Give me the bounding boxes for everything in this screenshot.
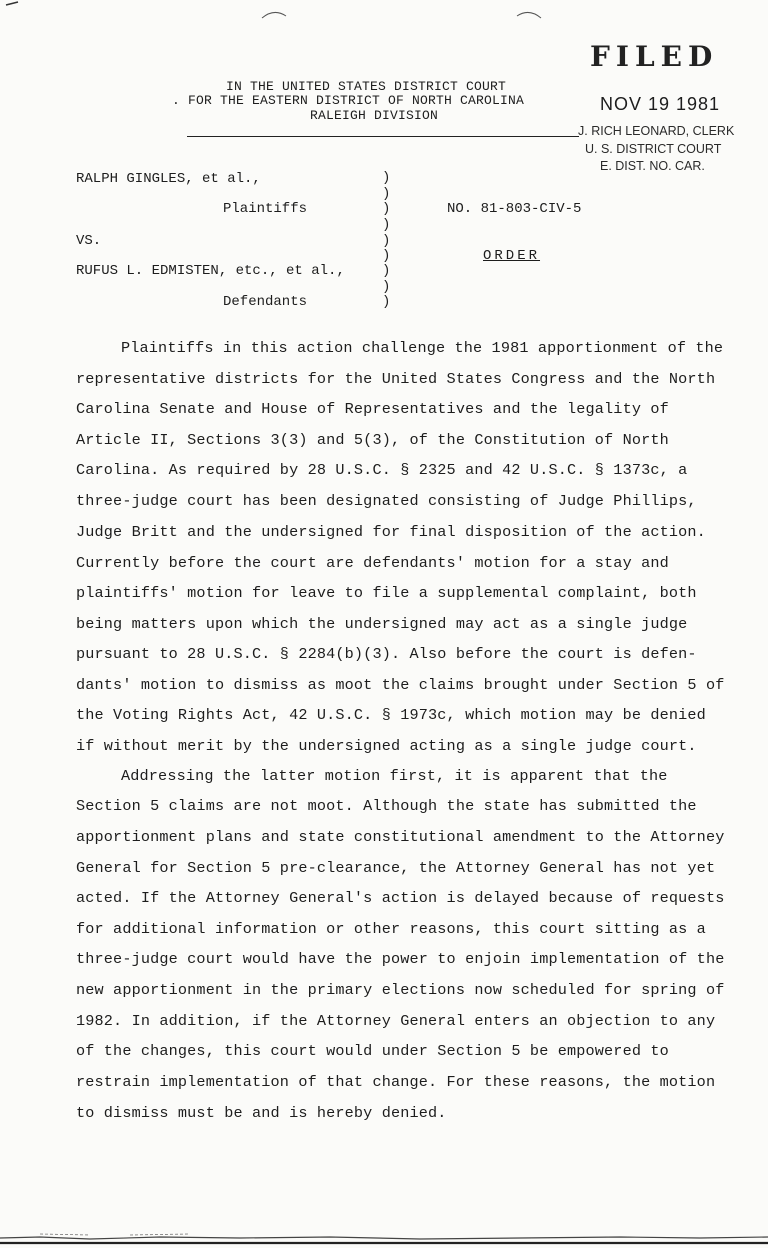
filed-date: NOV 19 1981 bbox=[600, 94, 721, 114]
body-line: Carolina. As required by 28 U.S.C. § 2325 and 42 U.S.C. § 1373c, a bbox=[76, 461, 688, 479]
court-heading-line2: . FOR THE EASTERN DISTRICT OF NORTH CAROLINA bbox=[172, 93, 525, 108]
caption-bracket: ) bbox=[382, 294, 391, 310]
caption-bracket: ) bbox=[382, 248, 391, 264]
body-line: Plaintiffs in this action challenge the 1981 apportionment of the bbox=[121, 339, 724, 357]
corner-mark bbox=[4, 0, 24, 8]
body-line: to dismiss must be and is hereby denied. bbox=[76, 1104, 447, 1122]
caption-bracket: ) bbox=[382, 233, 391, 249]
body-line: Addressing the latter motion first, it is apparent that the bbox=[121, 767, 668, 785]
body-line: three-judge court would have the power to enjoin implementation of the bbox=[76, 950, 725, 968]
body-line: Section 5 claims are not moot. Although the state has submitted the bbox=[76, 797, 697, 815]
stamp-district: E. DIST. NO. CAR. bbox=[600, 159, 705, 173]
stamp-court: U. S. DISTRICT COURT bbox=[585, 142, 722, 156]
body-line: Carolina Senate and House of Representatives and the legality of bbox=[76, 400, 669, 418]
scan-edge-artifact bbox=[0, 1228, 768, 1248]
body-line: General for Section 5 pre-clearance, the Attorney General has not yet bbox=[76, 859, 716, 877]
body-line: of the changes, this court would under Section 5 be empowered to bbox=[76, 1042, 669, 1060]
body-line: dants' motion to dismiss as moot the claims brought under Section 5 of bbox=[76, 676, 725, 694]
plaintiff-name: RALPH GINGLES, et al., bbox=[76, 171, 261, 187]
caption-bracket: ) bbox=[382, 217, 391, 233]
punch-hole-mark-right bbox=[515, 6, 545, 20]
defendant-name: RUFUS L. EDMISTEN, etc., et al., bbox=[76, 263, 345, 279]
filed-stamp: FILED bbox=[590, 40, 719, 73]
caption-bracket: ) bbox=[382, 263, 391, 279]
body-line: if without merit by the undersigned acting as a single judge court. bbox=[76, 737, 697, 755]
caption-bracket: ) bbox=[382, 201, 391, 217]
clerk-name: J. RICH LEONARD, CLERK bbox=[578, 124, 735, 138]
court-heading-line3: RALEIGH DIVISION bbox=[310, 108, 439, 123]
caption-bracket: ) bbox=[382, 170, 391, 186]
body-line: the Voting Rights Act, 42 U.S.C. § 1973c, which motion may be denied bbox=[76, 706, 706, 724]
body-line: acted. If the Attorney General's action is delayed because of requests bbox=[76, 889, 725, 907]
body-line: Article II, Sections 3(3) and 5(3), of the Constitution of North bbox=[76, 431, 669, 449]
body-line: pursuant to 28 U.S.C. § 2284(b)(3). Also before the court is defen- bbox=[76, 645, 697, 663]
body-line: new apportionment in the primary elections now scheduled for spring of bbox=[76, 981, 725, 999]
body-line: apportionment plans and state constitutional amendment to the Attorney bbox=[76, 828, 725, 846]
body-line: Judge Britt and the undersigned for final disposition of the action. bbox=[76, 523, 706, 541]
plaintiff-role: Plaintiffs bbox=[223, 201, 308, 217]
order-title: ORDER bbox=[483, 248, 541, 264]
case-number: NO. 81-803-CIV-5 bbox=[447, 201, 582, 217]
caption-bracket: ) bbox=[382, 186, 391, 202]
body-line: being matters upon which the undersigned may act as a single judge bbox=[76, 615, 688, 633]
court-heading-line1: IN THE UNITED STATES DISTRICT COURT bbox=[226, 79, 507, 94]
versus-label: VS. bbox=[76, 233, 102, 249]
punch-hole-mark-left bbox=[260, 6, 290, 20]
body-line: for additional information or other reasons, this court sitting as a bbox=[76, 920, 706, 938]
body-line: restrain implementation of that change. For these reasons, the motion bbox=[76, 1073, 716, 1091]
defendant-role: Defendants bbox=[223, 294, 308, 310]
body-line: plaintiffs' motion for leave to file a supplemental complaint, both bbox=[76, 584, 697, 602]
body-line: three-judge court has been designated consisting of Judge Phillips, bbox=[76, 492, 697, 510]
body-line: Currently before the court are defendants' motion for a stay and bbox=[76, 554, 669, 572]
heading-divider bbox=[187, 136, 579, 137]
body-line: 1982. In addition, if the Attorney General enters an objection to any bbox=[76, 1012, 716, 1030]
caption-bracket: ) bbox=[382, 279, 391, 295]
body-line: representative districts for the United States Congress and the North bbox=[76, 370, 716, 388]
